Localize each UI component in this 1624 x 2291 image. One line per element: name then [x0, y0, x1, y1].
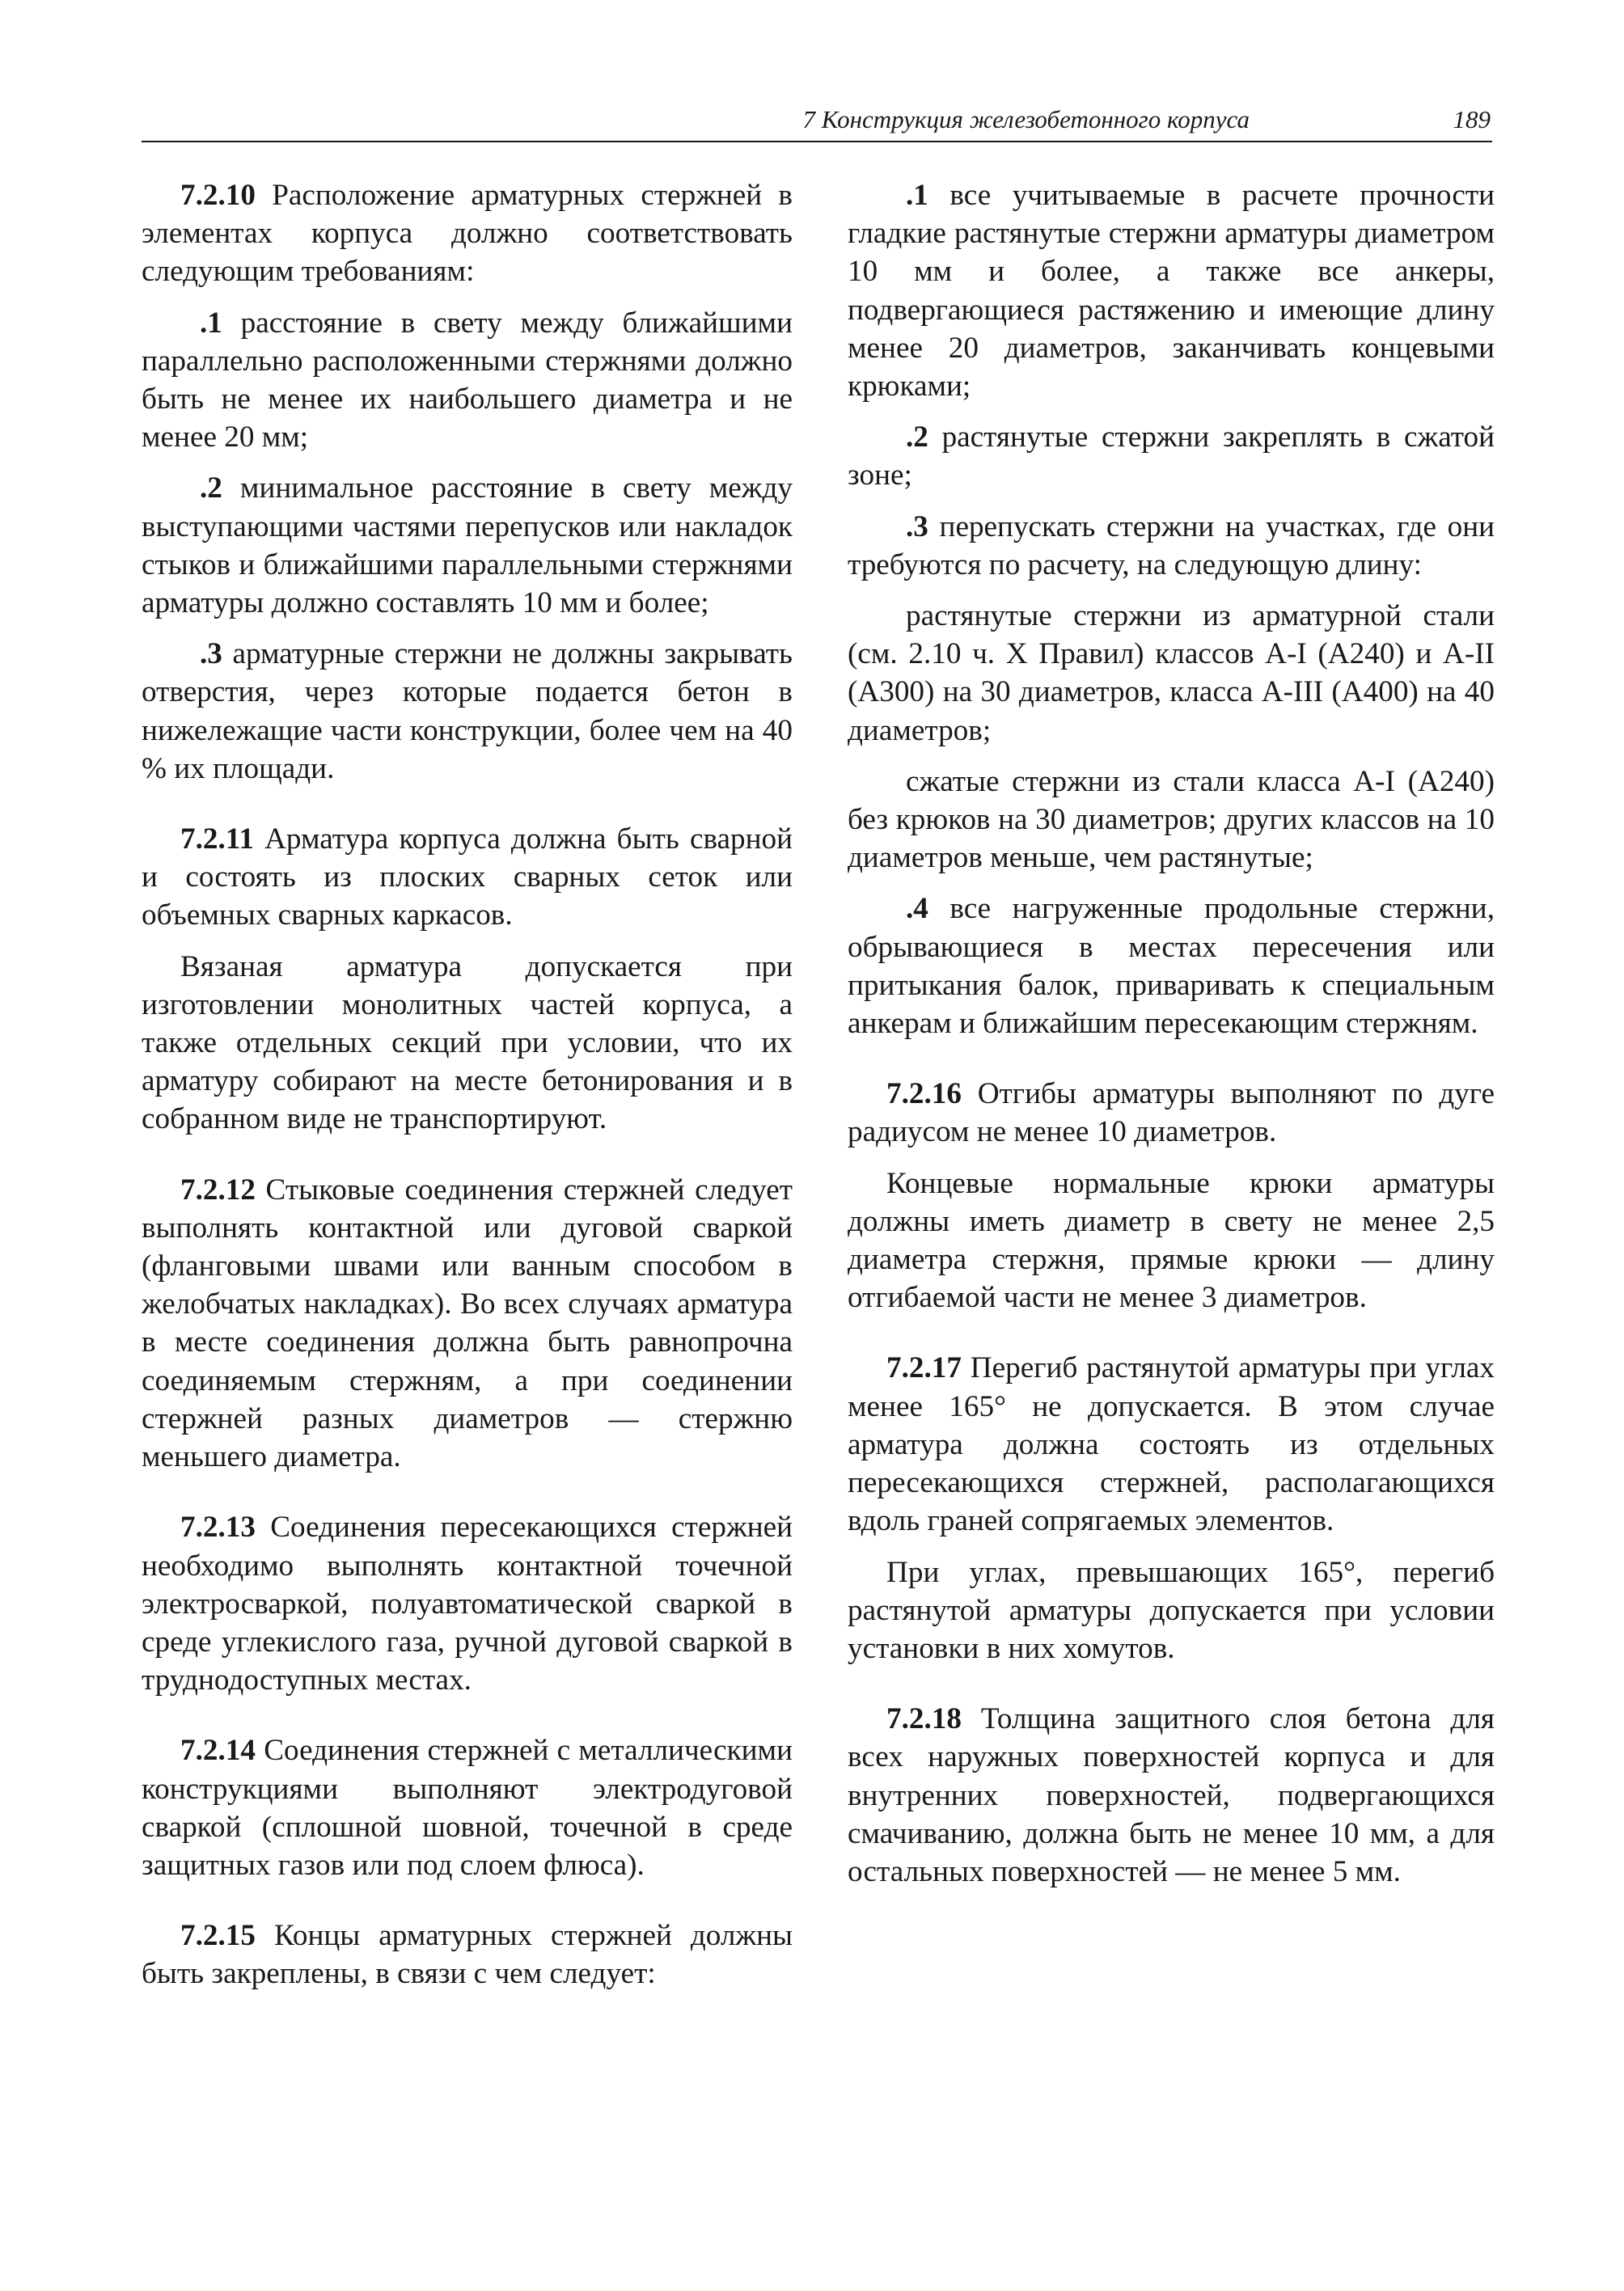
item-number: .2 — [200, 471, 222, 505]
paragraph-text: все нагруженные продольные стержни, обрывающиеся в местах пересечения или притыкания балок, приваривать к специальным анкерам и ближайшим пересекающим стержням. — [848, 892, 1495, 1041]
sub-item-compression — [848, 763, 1495, 877]
item-number: .2 — [906, 421, 928, 454]
item-number: .3 — [906, 509, 928, 543]
paragraph-text: Перегиб растянутой арматуры при углах менее 165° не допускается. В этом случае арматура должна состоять из отдельных пересекающихся стержней, располагающихся вдоль граней сопрягаемых элементов. — [848, 1351, 1495, 1538]
item-number: .1 — [200, 306, 222, 340]
item-number: .3 — [200, 637, 222, 671]
list-item-4 — [848, 890, 1495, 1042]
item-number: .4 — [906, 892, 928, 926]
paragraph-text: растянутые стержни из арматурной стали (см. 2.10 ч. X Правил) классов A-I (A240) и A-II (A300) на 30 диаметров, класса A-III (A400) на 40 диаметров; — [848, 599, 1495, 747]
paragraph-text: Соединения стержней с металлическими конструкциями выполняют электродуговой сваркой (сплошной шовной, точечной в среде защитных газов или под слоем флюса). — [142, 1734, 793, 1882]
page-header — [142, 100, 1492, 142]
paragraph-text: Арматура корпуса должна быть сварной и состоять из плоских сварных сеток или объемных сварных каркасов. — [142, 822, 793, 932]
paragraph-text: минимальное расстояние в свету между выступающими частями перепусков или накладок стыков и ближайшими параллельными стержнями арматуры должно составлять 10 мм и более; — [142, 471, 793, 620]
clause-number: 7.2.11 — [180, 822, 254, 856]
clause-number: 7.2.17 — [886, 1351, 962, 1385]
paragraph-7-2-16-cont — [848, 1165, 1495, 1317]
list-item-3 — [142, 635, 793, 788]
item-number: .1 — [906, 179, 928, 212]
paragraph-7-2-11-cont — [142, 948, 793, 1139]
paragraph-7-2-18 — [848, 1700, 1495, 1891]
paragraph-text: растянутые стержни закреплять в сжатой зоне; — [848, 421, 1495, 492]
clause-number: 7.2.18 — [886, 1702, 962, 1736]
clause-number: 7.2.15 — [180, 1919, 256, 1953]
paragraph-text: расстояние в свету между ближайшими параллельно расположенными стержнями должно быть не менее их наибольшего диаметра и не менее 20 мм; — [142, 306, 793, 454]
clause-number: 7.2.14 — [180, 1734, 256, 1768]
paragraph-text: Соединения пересекающихся стержней необходимо выполнять контактной точечной электросваркой, полуавтоматической сваркой в среде углекислого газа, ручной дуговой сваркой в труднодоступных местах. — [142, 1511, 793, 1697]
clause-number: 7.2.12 — [180, 1173, 256, 1207]
right-column — [848, 176, 1495, 1904]
page-number: 189 — [1453, 105, 1491, 133]
clause-number: 7.2.16 — [886, 1077, 962, 1111]
list-item-2 — [142, 469, 793, 622]
paragraph-7-2-13 — [142, 1508, 793, 1699]
list-item-1 — [848, 176, 1495, 405]
paragraph-text: Концевые нормальные крюки арматуры должны иметь диаметр в свету не менее 2,5 диаметра стержня, прямые крюки — длину отгибаемой части не менее 3 диаметров. — [848, 1166, 1495, 1315]
clause-number: 7.2.10 — [180, 179, 256, 212]
paragraph-text: Концы арматурных стержней должны быть закреплены, в связи с чем следует: — [142, 1919, 793, 1991]
paragraph-text: Стыковые соединения стержней следует выполнять контактной или дуговой сваркой (фланговыми швами или ванным способом в желобчатых накладках). Во всех случаях арматура в месте соединения должна быть равнопрочна соединяемым стержням, а при соединении стержней разных диаметров — стержню меньшего диаметра. — [142, 1173, 793, 1474]
clause-number: 7.2.13 — [180, 1511, 256, 1545]
paragraph-text: При углах, превышающих 165°, перегиб растянутой арматуры допускается при условии установки в них хомутов. — [848, 1555, 1495, 1665]
paragraph-text: Толщина защитного слоя бетона для всех наружных поверхностей корпуса и для внутренних поверхностей, подвергающихся смачиванию, должна быть не менее 10 мм, а для остальных поверхностей — не менее 5 мм. — [848, 1702, 1495, 1888]
list-item-1 — [142, 304, 793, 457]
paragraph-text: Вязаная арматура допускается при изготовлении монолитных частей корпуса, а также отдельных секций при условии, что их арматуру собирают на месте бетонирования и в собранном виде не транспортируют. — [142, 949, 793, 1136]
paragraph-text: все учитываемые в расчете прочности гладкие растянутые стержни арматуры диаметром 10 мм и более, а также все анкеры, подвергающиеся растяжению и имеющие длину менее 20 диаметров, заканчивать концевыми крюками; — [848, 179, 1495, 404]
list-item-2 — [848, 418, 1495, 494]
paragraph-text: сжатые стержни из стали класса A-I (A240) без крюков на 30 диаметров; других классов на 10 диаметров меньше, чем растянутые; — [848, 764, 1495, 875]
paragraph-7-2-11 — [142, 820, 793, 935]
paragraph-7-2-15 — [142, 1917, 793, 1993]
paragraph-text: арматурные стержни не должны закрывать отверстия, через которые подается бетон в нижележащие части конструкции, более чем на 40 % их площади. — [142, 637, 793, 785]
sub-item-tension — [848, 597, 1495, 750]
paragraph-text: Расположение арматурных стержней в элементах корпуса должно соответствовать следующим требованиям: — [142, 179, 793, 289]
paragraph-7-2-14 — [142, 1731, 793, 1884]
paragraph-7-2-16 — [848, 1075, 1495, 1151]
paragraph-7-2-10 — [142, 176, 793, 291]
paragraph-7-2-17-cont — [848, 1553, 1495, 1668]
left-column — [142, 176, 793, 2006]
paragraph-7-2-12 — [142, 1171, 793, 1477]
list-item-3 — [848, 508, 1495, 584]
running-title: 7 Конструкция железобетонного корпуса — [802, 105, 1250, 133]
paragraph-text: Отгибы арматуры выполняют по дуге радиусом не менее 10 диаметров. — [848, 1077, 1495, 1149]
paragraph-text: перепускать стержни на участках, где они требуются по расчету, на следующую длину: — [848, 509, 1495, 581]
paragraph-7-2-17 — [848, 1349, 1495, 1540]
